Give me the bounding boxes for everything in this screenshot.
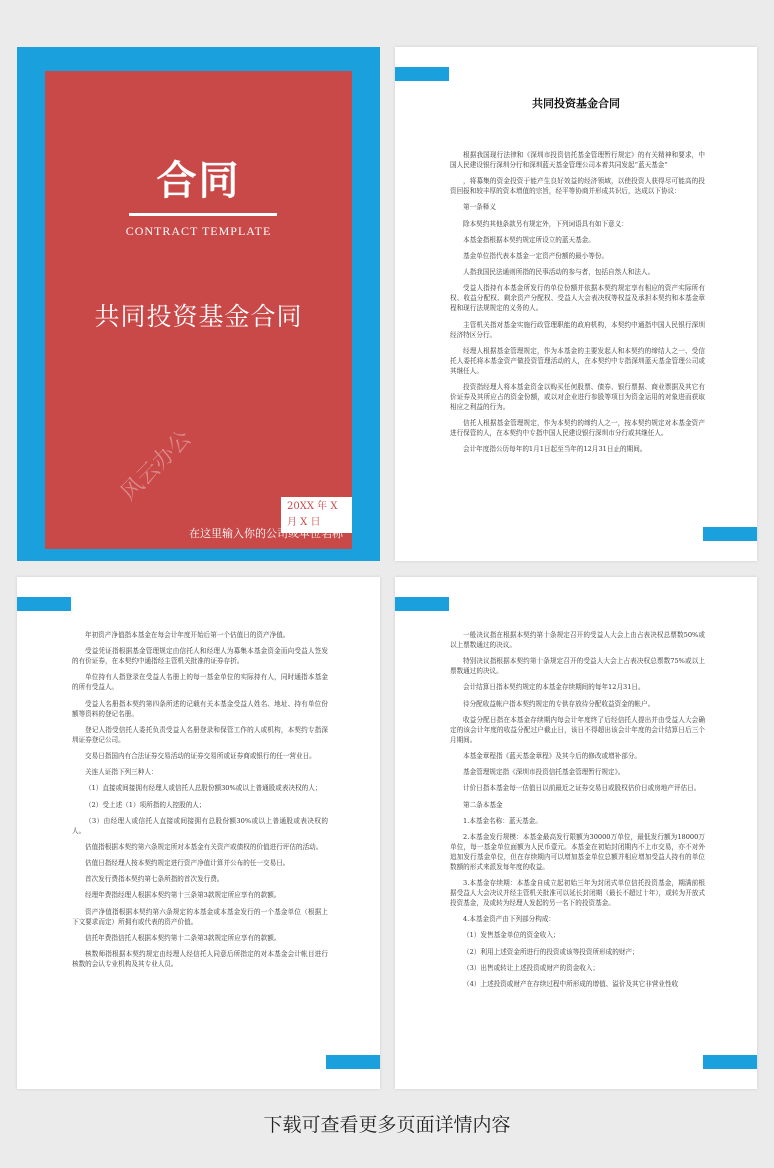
paragraph: 会计年度指公历每年的1月1日起至当年的12月31日止的期间。 <box>463 445 647 454</box>
watermark: 风云办公 <box>116 425 197 506</box>
paragraph: （1）发售基金单位的资金收入； <box>463 931 560 940</box>
paragraph: （2）利用上述资金所进行的投资或该等投资所形成的财产； <box>463 947 639 956</box>
paragraph: 经理人根据基金管理规定，作为本基金的主要发起人和本契约的缔结人之一、受信托人委托将本基金资产做投资管理活动的人，在本契约中专指深圳蓝天基金管理公司或其继任人。 <box>450 346 705 375</box>
paragraph: 计价日指本基金每一估值日以前最近之证券交易日或股权估价日或房地产评估日。 <box>463 784 701 793</box>
page-tab-top <box>395 597 449 611</box>
contract-name: 共同投资基金合同 <box>94 302 303 331</box>
paragraph: （4）上述投资或财产在存续过程中所形成的增值、溢价及其它非营业性收 <box>463 980 679 988</box>
paragraph: 登记人指受信托人委托负责受益人名册登录和保管工作的人或机构，本契约专指深圳证券登记公司。 <box>72 725 328 744</box>
page-tab-top <box>17 597 71 611</box>
paragraph: 基金管理规定指《深圳市投资信托基金管理暂行规定》。 <box>463 768 625 777</box>
paragraph: 人指我国民法通则所指的民事活动的参与者，包括自然人和法人。 <box>463 268 655 277</box>
paragraph: 收益分配日指在本基金存续期内每会计年度终了后经信托人提出并由受益人大会确定的该会计年度的收益分配过户截止日，该日不得超出该会计年度的会计结算日后三个月期间。 <box>450 715 705 744</box>
paragraph: 4.本基金资产由下列部分构成： <box>463 915 556 924</box>
paragraph: （3）由经理人或信托人直接或间接拥有总股份额30%或以上普通股或表决权的人。 <box>72 816 328 835</box>
org-name-placeholder: 在这里输入你的公司或单位名称 <box>189 527 343 540</box>
page-body <box>450 150 705 460</box>
page-tab-bottom <box>703 527 757 541</box>
paragraph: 第二条本基金 <box>463 800 503 809</box>
paragraph: 受益凭证指根据基金管理规定由信托人和经理人为募集本基金资金而向受益人签发的有价证券，在本契约中通指经主管机关批准的证券存折。 <box>72 647 328 666</box>
paragraph: 受益人指持有本基金所发行的单位份额并依据本契约规定享有相应的资产实际所有权、收益分配权、剩余资产分配权、受益人大会表决权等权益及承担本契约和本基金章程和现行法规规定的义务的人。 <box>450 284 705 313</box>
page-tab-bottom <box>703 1055 757 1069</box>
download-notice: 下载可查看更多页面详情内容 <box>263 1114 511 1136</box>
paragraph: 本基金章程指《蓝天基金章程》及其今后的修改或增补部分。 <box>463 751 642 760</box>
page-body <box>450 630 705 995</box>
paragraph: （2）受上述（1）项所指的人控股的人； <box>85 800 206 809</box>
paragraph: 1.本基金名称：蓝天基金。 <box>463 816 542 825</box>
paragraph: 会计结算日指本契约规定的本基金存续期间的每年12月31日。 <box>463 683 645 692</box>
paragraph: 经理年费指经理人根据本契约第十三条第3款规定所应享有的款额。 <box>85 891 281 900</box>
paragraph: 年初资产净值指本基金在每会计年度开始后第一个估值日的资产净值。 <box>85 631 290 639</box>
cover-subtitle: CONTRACT TEMPLATE <box>125 224 272 238</box>
paragraph: 根据我国现行法律和《深圳市投资信托基金管理暂行规定》的有关精神和要求，中国人民建设银行深圳分行和深圳蓝天基金管理公司本着共同发起“蓝天基金” <box>450 151 705 169</box>
paragraph: 2.本基金发行规模：本基金最高发行限额为30000万单位，最低发行额为18000万单位，每一基金单位面额为人民币壹元。本基金在初始封闭期内不上市交易，亦不对外追加发行基金单位，但在存续期内可以增加基金单位总额并相应增加受益人持有的单位数额的形式来派发每年度的收益。 <box>450 832 705 871</box>
paragraph: 估值日指经理人按本契约规定进行资产净值计算并公布的任一交易日。 <box>85 859 290 868</box>
paragraph: 交易日指国内有合法证券交易活动的证券交易所或证券商或银行的任一营业日。 <box>85 751 316 760</box>
paragraph: 首次发行费指本契约第七条所指的首次发行费。 <box>85 875 224 884</box>
paragraph: （3）出售或转让上述投资或财产的资金收入； <box>463 963 600 972</box>
paragraph: 待分配收益帐户指本契约规定的专供存放待分配收益资金的帐户。 <box>463 699 655 708</box>
paragraph: 关连人证指下列三种人： <box>85 768 158 777</box>
paragraph: 信托人根据基金管理规定，作为本契约的缔约人之一，按本契约规定对本基金资产进行保管的人，在本契约中专指中国人民建设银行深圳市分行或其继任人。 <box>450 419 705 438</box>
title-underline <box>129 213 277 216</box>
paragraph: 本基金指根据本契约规定所设立的蓝天基金。 <box>463 235 595 244</box>
paragraph: 受益人名册指本契约第四条所述的记载有关本基金受益人姓名、地址、持有单位份额等资料的登记名册。 <box>72 699 328 718</box>
paragraph: 核数师指根据本契约规定由经理人经信托人同意后所指定的对本基金会计帐目进行核数的会认专业机构及其专业人员。 <box>72 950 328 968</box>
paragraph: 第一条释义 <box>463 203 496 212</box>
document-page-1 <box>395 47 757 561</box>
document-page-3 <box>395 577 757 1089</box>
page-body <box>72 630 328 975</box>
paragraph: （1）直接或间接拥有经理人或信托人总股份额30%或以上普通股或表决权的人； <box>85 784 322 793</box>
paragraph: 除本契约其他条款另有规定外，下列词语具有如下意义： <box>463 219 628 228</box>
document-title: 共同投资基金合同 <box>532 97 620 110</box>
paragraph: 估值指根据本契约第六条规定所对本基金有关资产或债权的价值进行评估的活动。 <box>85 842 323 851</box>
paragraph: 一般决议指在根据本契约第十条规定召开的受益人大会上由占表决权总票数50%或以上票数通过的决议。 <box>450 631 705 649</box>
paragraph: 单位持有人指登录在受益人名册上的每一基金单位的实际持有人，同时通指本基金的所有受益人。 <box>72 673 328 692</box>
paragraph: 投资指经理人将本基金资金以购买任何股票、债券、银行票据、商业票据及其它有价证券及其所应占的资金份额，或以对企业进行参股等项目为资金运用的对象进而获取相应之利益的行为。 <box>450 382 705 411</box>
paragraph: 信托年费指信托人根据本契约第十二条第3款规定所应享有的款额。 <box>85 933 281 942</box>
document-page-2 <box>17 577 380 1089</box>
paragraph: 基金单位指代表本基金一定资产份额的最小等份。 <box>463 251 609 260</box>
paragraph: 特别决议指根据本契约第十条规定召开的受益人大会上占表决权总票数75%或以上票数通过的决议。 <box>450 657 705 676</box>
paragraph: 3.本基金存续期：本基金自成立起初始三年为封闭式单位信托投资基金，期满前根据受益人大会决议并经主管机关批准可以延长封闭期（最长不超过十年），或转为开放式投资基金，及或转为经理人发起的另一名下的投资基金。 <box>450 879 705 908</box>
cover-panel <box>45 71 352 549</box>
cover-date: 20XX 年 X 月 X 日 <box>281 497 352 533</box>
paragraph: 资产净值指根据本契约第六条规定的本基金或本基金发行的一个基金单位（根据上下文要求而定）所拥有或代表的资产价值。 <box>72 907 328 926</box>
paragraph: ，将募集的资金投资于能产生良好效益的经济领域，以使投资人获得尽可能高的投资回报和较丰厚的资本增值的宗旨，经平等协商并形成共识后，达成以下协议： <box>450 177 705 196</box>
cover-page <box>17 47 380 561</box>
page-tab-top <box>395 67 449 81</box>
paragraph: 主管机关指对基金实施行政管理职能的政府机构，本契约中通指中国人民银行深圳经济特区分行。 <box>450 320 705 339</box>
cover-title: 合同 <box>156 158 241 204</box>
page-tab-bottom <box>326 1055 380 1069</box>
